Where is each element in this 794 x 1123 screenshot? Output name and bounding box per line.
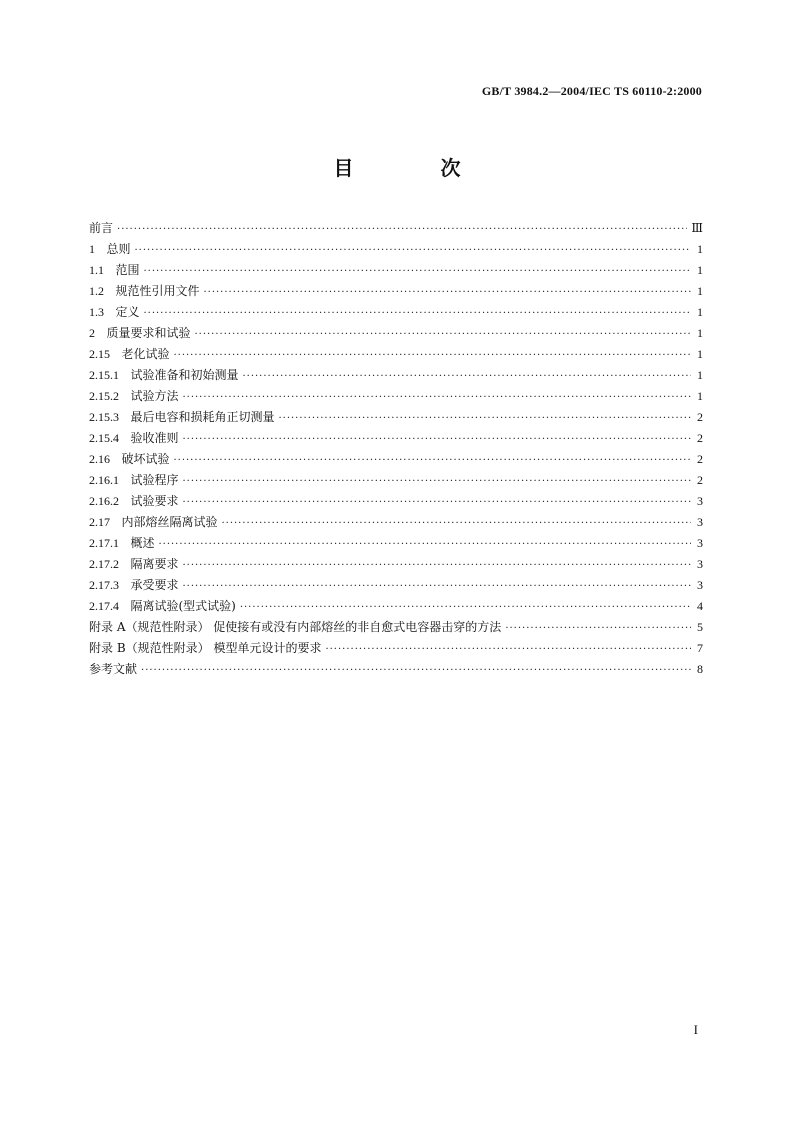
toc-entry-number: 2.17.1 (89, 536, 119, 550)
toc-entry-page: 1 (697, 347, 703, 361)
toc-entry-gap (119, 365, 130, 386)
page-title: 目 次 (333, 156, 501, 180)
toc-entry[interactable] (89, 596, 703, 617)
toc-entry-gap (119, 470, 130, 491)
toc-entry-page: 3 (697, 515, 703, 529)
toc-entry[interactable] (89, 239, 703, 260)
toc-entry-number: 2.15.4 (89, 431, 119, 445)
toc-leader-dots (182, 387, 691, 408)
toc-leader-dots (182, 576, 691, 597)
toc-entry[interactable] (89, 323, 703, 344)
table-of-contents (89, 218, 703, 680)
toc-entry-page: 1 (697, 389, 703, 403)
toc-entry-gap (119, 596, 130, 617)
toc-leader-dots (182, 429, 691, 450)
toc-leader-dots (182, 555, 691, 576)
toc-entry-title: 概述 (130, 536, 155, 550)
toc-entry-page: 1 (697, 263, 703, 277)
toc-leader-dots (182, 492, 691, 513)
toc-entry[interactable] (89, 428, 703, 449)
toc-entry[interactable] (89, 470, 703, 491)
toc-entry-gap (110, 512, 121, 533)
toc-entry-page: 2 (697, 473, 703, 487)
toc-entry-gap (119, 491, 130, 512)
toc-entry-gap (119, 386, 130, 407)
toc-leader-dots (173, 345, 691, 366)
toc-leader-dots (242, 366, 691, 387)
toc-leader-dots (134, 240, 691, 261)
toc-leader-dots (173, 450, 691, 471)
toc-entry-number: 2.15.1 (89, 368, 119, 382)
toc-entry-gap (119, 554, 130, 575)
toc-entry[interactable] (89, 575, 703, 596)
toc-entry-title: 验收准则 (130, 431, 179, 445)
toc-entry-page: 3 (697, 536, 703, 550)
toc-entry-title: 定义 (115, 305, 140, 319)
toc-entry[interactable] (89, 659, 703, 680)
toc-entry-gap (104, 281, 115, 302)
toc-entry-title: 质量要求和试验 (106, 326, 191, 340)
toc-entry[interactable] (89, 386, 703, 407)
toc-entry-number: 1.1 (89, 263, 104, 277)
toc-entry-page: 2 (697, 410, 703, 424)
toc-entry[interactable] (89, 407, 703, 428)
toc-leader-dots (143, 261, 691, 282)
toc-entry[interactable] (89, 218, 703, 239)
toc-entry-title: 附录 A（规范性附录） 促使接有或没有内部熔丝的非自愈式电容器击穿的方法 (89, 620, 502, 634)
toc-entry-number: 1.2 (89, 284, 104, 298)
toc-entry[interactable] (89, 491, 703, 512)
toc-entry-title: 隔离要求 (130, 557, 179, 571)
toc-entry-title: 破坏试验 (121, 452, 170, 466)
toc-entry-page: 1 (697, 368, 703, 382)
toc-entry-gap (104, 302, 115, 323)
toc-leader-dots (141, 660, 691, 681)
toc-entry-gap (104, 260, 115, 281)
toc-entry-gap (110, 344, 121, 365)
toc-entry-page: 3 (697, 578, 703, 592)
toc-entry-number: 1.3 (89, 305, 104, 319)
toc-entry-title: 隔离试验(型式试验) (130, 599, 236, 613)
toc-entry-title: 试验要求 (130, 494, 179, 508)
toc-leader-dots (240, 597, 691, 618)
toc-leader-dots (194, 324, 691, 345)
toc-entry[interactable] (89, 554, 703, 575)
toc-entry-title: 参考文献 (89, 662, 138, 676)
toc-leader-dots (143, 303, 691, 324)
toc-entry-number: 1 (89, 242, 95, 256)
toc-entry-title: 前言 (89, 221, 114, 235)
toc-entry-gap (110, 449, 121, 470)
toc-entry-gap (119, 533, 130, 554)
toc-leader-dots (117, 219, 687, 240)
toc-entry[interactable] (89, 302, 703, 323)
toc-entry-title: 附录 B（规范性附录） 模型单元设计的要求 (89, 641, 322, 655)
toc-entry-gap (119, 428, 130, 449)
toc-entry-page: 1 (697, 284, 703, 298)
toc-entry-number: 2.16 (89, 452, 110, 466)
toc-entry-page: 8 (697, 662, 703, 676)
toc-leader-dots (221, 513, 691, 534)
toc-entry[interactable] (89, 638, 703, 659)
toc-entry-title: 范围 (115, 263, 140, 277)
toc-entry-page: 3 (697, 494, 703, 508)
toc-entry-number: 2.17.2 (89, 557, 119, 571)
toc-entry-page: 3 (697, 557, 703, 571)
toc-entry-page: 5 (697, 620, 703, 634)
toc-entry-title: 老化试验 (121, 347, 170, 361)
toc-entry-page: 1 (697, 242, 703, 256)
toc-leader-dots (325, 639, 691, 660)
toc-entry-page: Ⅲ (691, 221, 703, 235)
toc-entry-gap (95, 323, 106, 344)
toc-entry-number: 2.17.3 (89, 578, 119, 592)
toc-entry-number: 2.17 (89, 515, 110, 529)
toc-entry-number: 2.15 (89, 347, 110, 361)
toc-entry-gap (119, 575, 130, 596)
toc-entry-title: 规范性引用文件 (115, 284, 200, 298)
standard-number: GB/T 3984.2—2004/IEC TS 60110-2:2000 (481, 84, 702, 98)
toc-leader-dots (182, 471, 691, 492)
toc-entry-number: 2.17.4 (89, 599, 119, 613)
toc-leader-dots (203, 282, 691, 303)
toc-entry-page: 1 (697, 326, 703, 340)
toc-entry-title: 内部熔丝隔离试验 (121, 515, 218, 529)
toc-entry[interactable] (89, 260, 703, 281)
toc-entry[interactable] (89, 512, 703, 533)
toc-entry-title: 最后电容和损耗角正切测量 (130, 410, 275, 424)
toc-entry[interactable] (89, 617, 703, 638)
page-number: I (693, 1022, 698, 1037)
toc-entry-page: 1 (697, 305, 703, 319)
toc-entry-page: 4 (697, 599, 703, 613)
toc-entry-number: 2.15.2 (89, 389, 119, 403)
toc-entry-number: 2 (89, 326, 95, 340)
toc-entry-title: 总则 (106, 242, 131, 256)
toc-entry[interactable] (89, 344, 703, 365)
toc-entry[interactable] (89, 449, 703, 470)
toc-entry-gap (95, 239, 106, 260)
toc-entry-page: 2 (697, 431, 703, 445)
toc-entry-number: 2.15.3 (89, 410, 119, 424)
toc-entry-number: 2.16.1 (89, 473, 119, 487)
toc-entry-title: 试验方法 (130, 389, 179, 403)
toc-leader-dots (158, 534, 691, 555)
toc-entry-number: 2.16.2 (89, 494, 119, 508)
toc-leader-dots (505, 618, 691, 639)
toc-entry-page: 2 (697, 452, 703, 466)
toc-entry[interactable] (89, 281, 703, 302)
toc-entry-title: 试验程序 (130, 473, 179, 487)
toc-entry[interactable] (89, 533, 703, 554)
toc-entry-title: 试验准备和初始测量 (130, 368, 239, 382)
toc-entry-page: 7 (697, 641, 703, 655)
toc-entry[interactable] (89, 365, 703, 386)
toc-leader-dots (278, 408, 691, 429)
toc-entry-title: 承受要求 (130, 578, 179, 592)
toc-entry-gap (119, 407, 130, 428)
